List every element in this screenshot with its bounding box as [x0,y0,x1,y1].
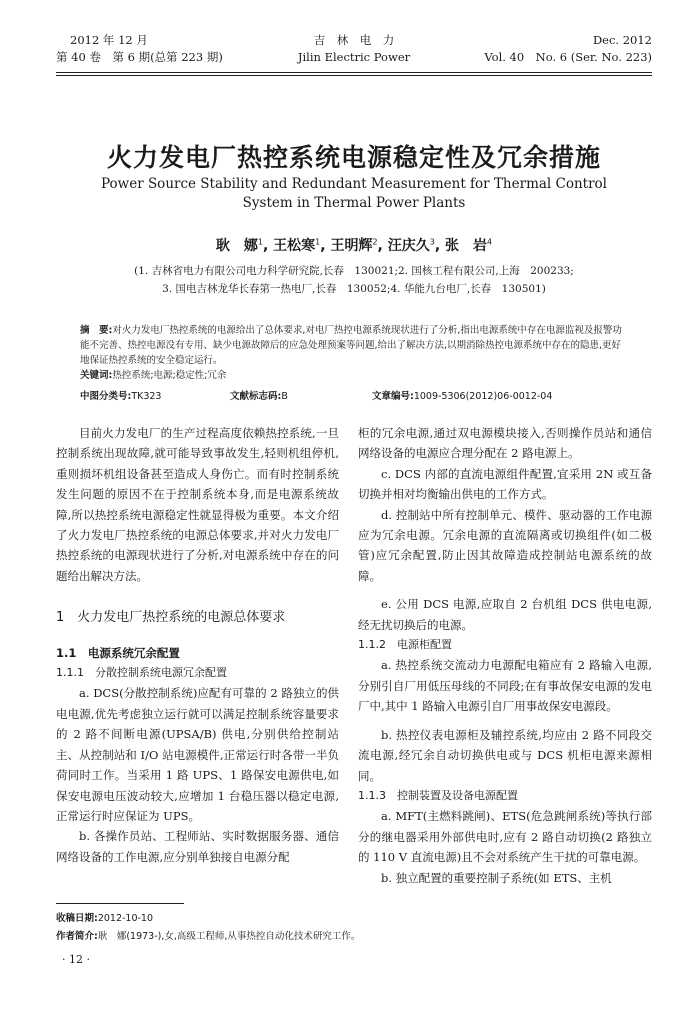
section-heading-1-1-3: 1.1.3 控制装置及设备电源配置 [358,788,518,802]
abstract [80,323,626,368]
author: 王松寒 [273,238,316,254]
header-rule [56,72,652,73]
author: 汪庆久 [387,238,430,254]
article-number [372,388,552,402]
keywords [80,368,626,383]
paragraph-b2: b. 热控仪表电源柜及辅控系统,均应由 2 路不同段交流电源,经冗余自动切换供电或与 DCS 机柜电源来源相同。 [358,727,652,783]
clc-code [80,388,161,402]
section-heading-1-1-2: 1.1.2 电源柜配置 [358,638,452,652]
author-affil-mark: 4 [487,237,493,247]
paper-title: 火力发电厂热控系统电源稳定性及冗余措施 [106,143,601,172]
author-bio-label: 作者简介: [56,931,98,942]
abstract-block [80,323,626,383]
affiliation-line: 3. 国电吉林龙华长春第一热电厂,长春 130052;4. 华能九台电厂,长春 130501) [162,283,546,295]
footnote-rule [56,903,184,904]
header-date-en: Dec. 2012 [592,33,652,47]
paragraph-e: e. 公用 DCS 电源,应取自 2 台机组 DCS 供电电源,经无扰切换后的电源。 [358,597,652,632]
section-heading-1-1-1: 1.1.1 分散控制系统电源冗余配置 [56,666,227,680]
header-date: 2012 年 12 月 [70,33,148,47]
author-affil-mark: 1 [315,237,321,247]
paper-title-en-line1: Power Source Stability and Redundant Measurement for Thermal Control [100,176,607,192]
author-bio [56,928,360,942]
page-number: · 12 · [62,953,90,966]
author-affil-mark: 2 [372,237,378,247]
abstract-label: 摘 要: [80,325,113,336]
intro-paragraph: 目前火力发电厂的生产过程高度依赖热控系统,一旦控制系统出现故障,就可能导致事故发生,轻则机组停机,重则损坏机组设备甚至造成人身伤亡。而有时控制系统发生问题的原因不在于控制系统本身,而是电源系统故障,所以热控系统电源稳定性就显得极为重要。本文介绍了火力发电厂热控系统的电源总体要求,并对火力发电厂热控系统的电源现状进行了分析,对电源系统中存在的问题给出解决方法。 [56,426,339,583]
received-date [56,910,153,924]
keywords-text: 热控系统;电源;稳定性;冗余 [112,370,227,381]
paragraph-b3: b. 独立配置的重要控制子系统(如 ETS、主机 [381,870,612,885]
author-affil-mark: 1 [257,237,263,247]
affiliation-line: (1. 吉林省电力有限公司电力科学研究院,长春 130021;2. 国核工程有限公司,上海 200233; [134,265,574,277]
abstract-text: 对火力发电厂热控系统的电源给出了总体要求,对电厂热控电源系统现状进行了分析,指出电源系统中存在电源监视及报警功能不完善、热控电源没有专用、缺少电源故障后的应急处理预案等问题,给出了解决方法,以期消除热控电源系统中存在的隐患,更好地保证热控系统的安全稳定运行。 [80,325,622,366]
author-affil-mark: 3 [429,237,435,247]
document-code [230,388,288,402]
clc-label: 中图分类号: [80,391,132,402]
paper-title-en [56,175,652,213]
article-value: 1009-5306(2012)06-0012-04 [413,391,553,402]
author: 耿 娜 [215,238,258,254]
paragraph-b: b. 各操作员站、工程师站、实时数据服务器、通信网络设备的工作电源,应分别单独接自电源分配 [56,829,339,864]
paragraph-a: a. DCS(分散控制系统)应配有可靠的 2 路独立的供电电源,优先考虑独立运行就可以满足控制系统容量要求的 2 路不间断电源(UPSA/B) 供电,分别供给控制站主、从控制站和 I/O 站电源模件,正常运行时各带一半负荷同时工作。当采用 1 路 UPS、1 路保安电源供电,如保安电源电压波动较大,应增加 1 台稳压器以稳定电源,正常运行时应保证为 UPS。 [56,686,339,823]
left-column [56,423,339,867]
paragraph-c: c. DCS 内部的直流电源组件配置,宜采用 2N 或互备切换并相对均衡输出供电的工作方式。 [358,466,652,502]
author: 张 岩 [445,238,488,254]
author-bio-text: 耿 娜(1973-),女,高级工程师,从事热控自动化技术研究工作。 [97,931,361,942]
article-label: 文章编号: [372,391,414,402]
paper-title-en-line2: System in Thermal Power Plants [242,195,466,211]
header-rule-thin [56,75,652,76]
header-volume: 第 40 卷 第 6 期(总第 223 期) [56,50,223,64]
author: 王明辉 [330,238,373,254]
running-header [56,32,652,72]
received-label: 收稿日期: [56,913,98,924]
clc-value: TK323 [131,391,162,402]
right-column [358,423,652,888]
doc-label: 文献标志码: [230,391,282,402]
keywords-label: 关键词: [80,370,113,381]
author-list: 耿 娜$^1$, 王松寒$^1$, 王明辉$^2$, 汪庆久$^3$, 张 岩$^4$ [215,237,493,254]
section-heading-1: 1 火力发电厂热控系统的电源总体要求 [56,610,286,626]
journal-name-en: Jilin Electric Power [297,50,411,64]
doc-value: B [281,391,288,402]
paragraph-a2: a. 热控系统交流动力电源配电箱应有 2 路输入电源,分别引自厂用低压母线的不同段;在有事故保安电源的发电厂中,其中 1 路输入电源引自厂用事故保安电源段。 [358,658,652,714]
journal-name-cn: 吉 林 电 力 [313,33,395,47]
paragraph-d: d. 控制站中所有控制单元、模件、驱动器的工作电源应为冗余电源。冗余电源的直流隔离或切换组件(如二极管)应冗余配置,防止因其故障造成控制站电源系统的故障。 [358,507,652,583]
section-heading-1-1: 1.1 电源系统冗余配置 [56,645,180,660]
paragraph-b-continued: 柜的冗余电源,通过双电源模块接入,否则操作员站和通信网络设备的电源应合理分配在 2 路电源上。 [358,426,652,461]
paragraph-a3: a. MFT(主燃料跳闸)、ETS(危急跳闸系统)等执行部分的继电器采用外部供电时,应有 2 路自动切换(2 路独立的 110 V 直流电源)且不会对系统产生干扰的可靠电源。 [358,809,652,865]
header-volume-en: Vol. 40 No. 6 (Ser. No. 223) [484,50,652,64]
received-value: 2012-10-10 [97,913,154,924]
header-right [484,32,652,66]
